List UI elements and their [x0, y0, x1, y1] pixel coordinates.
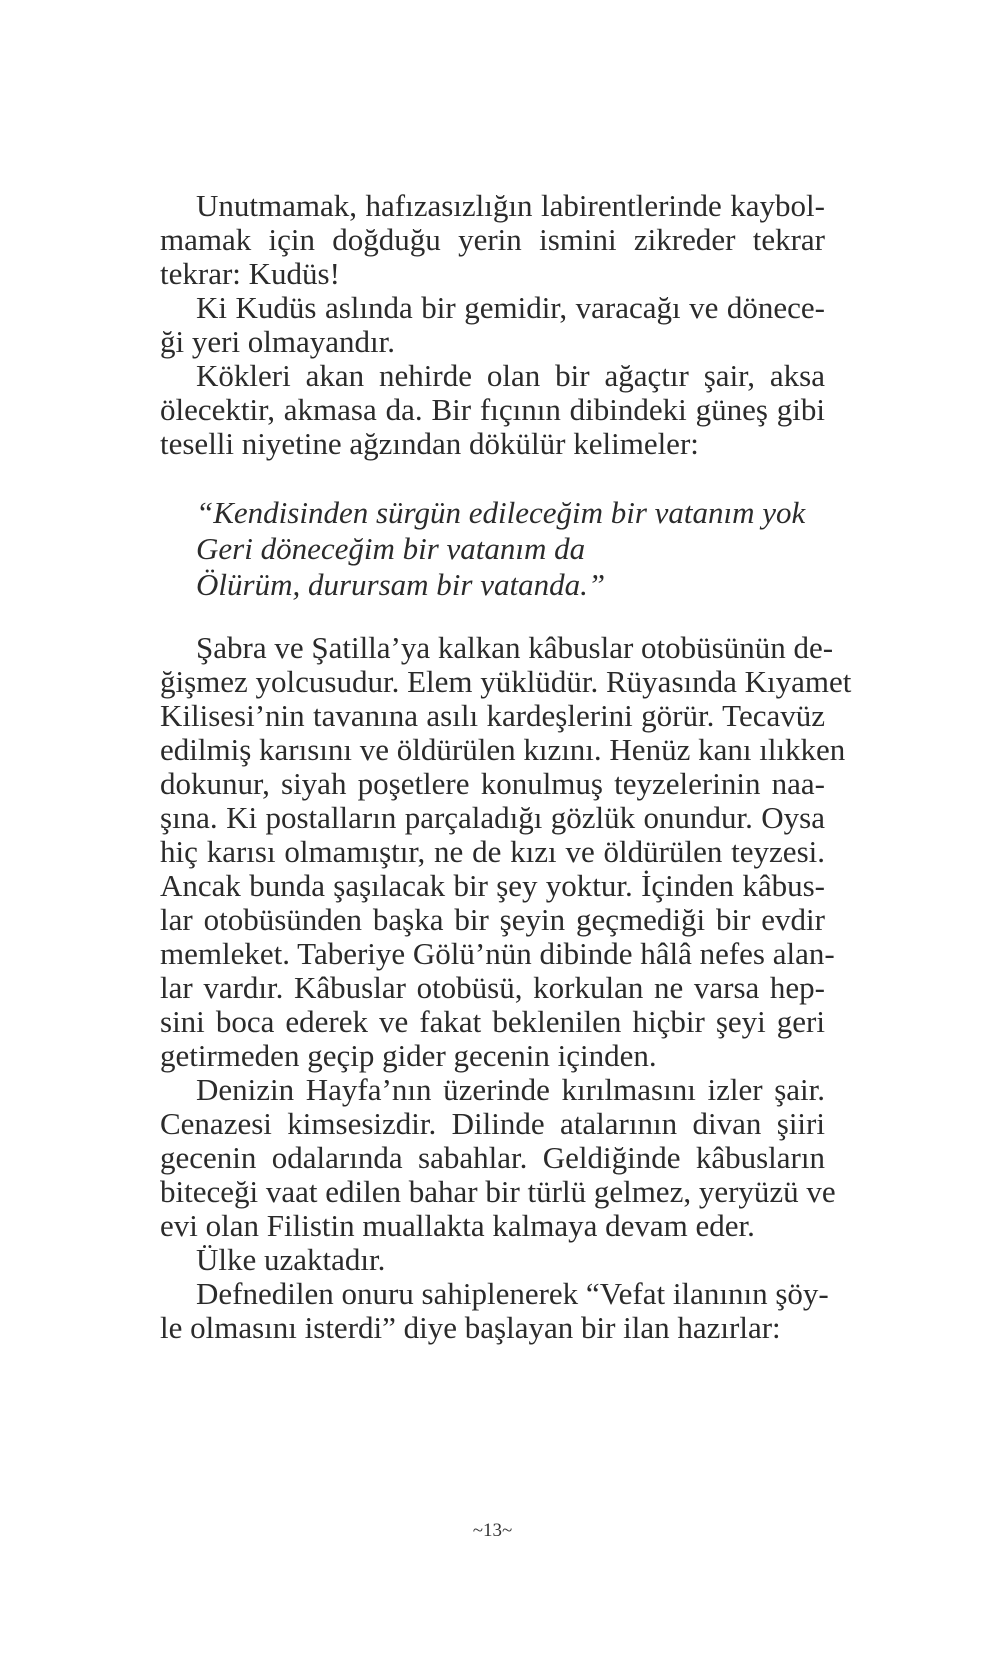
body-line: ğişmez yolcusudur. Elem yüklüdür. Rüyasında Kıyamet [160, 664, 852, 699]
body-line: getirmeden geçip gider gecenin içinden. [160, 1038, 657, 1073]
poem-line: Geri döneceğim bir vatanım da [196, 531, 586, 566]
body-line: Ülke uzaktadır. [196, 1242, 386, 1277]
body-line: gecenin odalarında sabahlar. Geldiğinde kâbusların [160, 1140, 825, 1175]
body-line: ölecektir, akmasa da. Bir fıçının dibindeki güneş gibi [160, 392, 825, 427]
poem-line: “Kendisinden sürgün edileceğim bir vatanım yok [196, 495, 806, 530]
body-line: tekrar: Kudüs! [160, 256, 340, 291]
body-line: memleket. Taberiye Gölü’nün dibinde hâlâ nefes alan- [160, 936, 835, 971]
body-line: şına. Ki postalların parçaladığı gözlük onundur. Oysa [160, 800, 825, 835]
body-line: le olmasını isterdi” diye başlayan bir ilan hazırlar: [160, 1310, 781, 1345]
body-line: dokunur, siyah poşetlere konulmuş teyzelerinin naa- [160, 766, 825, 801]
body-line: biteceği vaat edilen bahar bir türlü gelmez, yeryüzü ve [160, 1174, 836, 1209]
body-line: Kilisesi’nin tavanına asılı kardeşlerini görür. Tecavüz [160, 698, 825, 733]
body-line: Defnedilen onuru sahiplenerek “Vefat ilanının şöy- [196, 1276, 829, 1311]
page-number: ~13~ [472, 1520, 513, 1541]
body-line: evi olan Filistin muallakta kalmaya devam eder. [160, 1208, 755, 1243]
poem-line: Ölürüm, durursam bir vatanda.” [196, 567, 606, 602]
body-line: lar vardır. Kâbuslar otobüsü, korkulan ne varsa hep- [160, 970, 825, 1005]
body-line: ği yeri olmayandır. [160, 324, 396, 359]
body-line: teselli niyetine ağzından dökülür kelimeler: [160, 426, 699, 461]
body-line: Şabra ve Şatilla’ya kalkan kâbuslar otobüsünün de- [196, 630, 834, 665]
body-line: Ki Kudüs aslında bir gemidir, varacağı ve dönece- [196, 290, 825, 325]
body-line: Kökleri akan nehirde olan bir ağaçtır şair, aksa [196, 358, 825, 393]
body-line: Unutmamak, hafızasızlığın labirentlerinde kaybol- [196, 188, 825, 223]
body-line: Denizin Hayfa’nın üzerinde kırılmasını izler şair. [196, 1072, 825, 1107]
body-line: hiç karısı olmamıştır, ne de kızı ve öldürülen teyzesi. [160, 834, 825, 869]
body-line: Ancak bunda şaşılacak bir şey yoktur. İçinden kâbus- [160, 868, 825, 903]
body-line: edilmiş karısını ve öldürülen kızını. Henüz kanı ılıkken [160, 732, 846, 767]
body-line: Cenazesi kimsesizdir. Dilinde atalarının divan şiiri [160, 1106, 825, 1141]
body-line: sini boca ederek ve fakat beklenilen hiçbir şeyi geri [160, 1004, 825, 1039]
body-line: lar otobüsünden başka bir şeyin geçmediği bir evdir [160, 902, 825, 937]
body-line: mamak için doğduğu yerin ismini zikreder tekrar [160, 222, 825, 257]
